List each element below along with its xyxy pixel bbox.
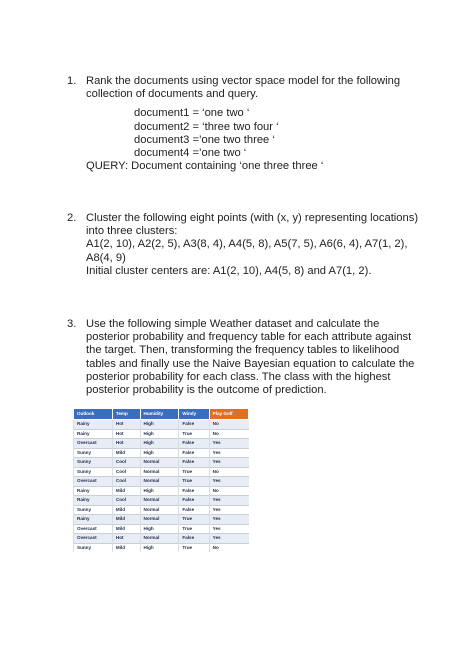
table-cell: Yes	[209, 524, 248, 534]
question-line: tables and finally use the Naive Bayesian equation to calculate the	[86, 357, 415, 370]
table-cell: Sunny	[74, 505, 113, 515]
question-1	[67, 75, 427, 173]
table-cell: Normal	[140, 467, 179, 477]
table-body	[74, 420, 249, 553]
table-cell: High	[140, 420, 179, 430]
table-cell: High	[140, 439, 179, 449]
document-list	[134, 107, 427, 160]
document-item: document4 =’one two ‘	[134, 147, 247, 160]
table-cell: Hot	[112, 420, 140, 430]
table-cell: Mild	[112, 515, 140, 525]
table-header	[74, 409, 249, 420]
table-cell: No	[209, 543, 248, 552]
table-cell: High	[140, 524, 179, 534]
question-body	[86, 318, 427, 397]
table-cell: False	[179, 486, 209, 496]
document-item: document2 = ‘three two four ‘	[134, 120, 279, 133]
question-line: posterior probability is the outcome of prediction.	[86, 384, 327, 397]
table-row	[74, 448, 249, 458]
table-row	[74, 534, 249, 544]
table-cell: Yes	[209, 496, 248, 506]
table-cell: High	[140, 543, 179, 552]
column-header-temp: Temp	[112, 409, 140, 420]
question-line: Rank the documents using vector space model for the following	[86, 75, 401, 87]
table-header-row	[74, 409, 249, 420]
table-row	[74, 477, 249, 487]
document-item: document1 = ‘one two ‘	[134, 107, 250, 120]
question-body	[86, 75, 427, 173]
table-cell: Normal	[140, 534, 179, 544]
question-line: collection of documents and query.	[86, 88, 259, 101]
question-number: 2.	[67, 212, 77, 224]
table-cell: True	[179, 524, 209, 534]
question-line: posterior probability for each class. The class with the highest	[86, 370, 391, 383]
question-3	[67, 318, 427, 397]
table-cell: High	[140, 429, 179, 439]
question-number: 1.	[67, 75, 77, 87]
weather-dataset-table	[73, 408, 249, 552]
table-cell: No	[209, 429, 248, 439]
table-row	[74, 543, 249, 552]
table-cell: True	[179, 467, 209, 477]
question-body	[86, 212, 427, 278]
table-cell: Rainy	[74, 429, 113, 439]
table-cell: True	[179, 515, 209, 525]
table-cell: Normal	[140, 505, 179, 515]
table-cell: High	[140, 448, 179, 458]
table-row	[74, 467, 249, 477]
table-cell: Yes	[209, 439, 248, 449]
table-cell: Cool	[112, 477, 140, 487]
table-cell: False	[179, 448, 209, 458]
table-cell: Yes	[209, 477, 248, 487]
table-cell: Yes	[209, 534, 248, 544]
question-number: 3.	[67, 318, 77, 330]
table-row	[74, 486, 249, 496]
table-cell: Mild	[112, 448, 140, 458]
question-line: A1(2, 10), A2(2, 5), A3(8, 4), A4(5, 8), A5(7, 5), A6(6, 4), A7(1, 2),	[86, 238, 408, 251]
table-cell: Mild	[112, 524, 140, 534]
table-cell: Normal	[140, 458, 179, 468]
table-cell: False	[179, 420, 209, 430]
table-cell: Mild	[112, 486, 140, 496]
document-item: document3 =’one two three ‘	[134, 133, 275, 146]
table-cell: Cool	[112, 458, 140, 468]
table-cell: Rainy	[74, 420, 113, 430]
table-cell: Rainy	[74, 486, 113, 496]
table-row	[74, 420, 249, 430]
question-line: Use the following simple Weather dataset and calculate the	[86, 318, 380, 330]
table-cell: Hot	[112, 439, 140, 449]
table-cell: Sunny	[74, 543, 113, 552]
table-cell: Rainy	[74, 496, 113, 506]
column-header-outlook: Outlook	[74, 409, 113, 420]
question-line: into three clusters:	[86, 225, 178, 238]
column-header-humidity: Humidity	[140, 409, 179, 420]
table-cell: Yes	[209, 515, 248, 525]
table-cell: Mild	[112, 543, 140, 552]
column-header-windy: Windy	[179, 409, 209, 420]
table-cell: Overcast	[74, 524, 113, 534]
table-cell: Cool	[112, 467, 140, 477]
table-row	[74, 505, 249, 515]
table-cell: No	[209, 486, 248, 496]
question-line: the target. Then, transforming the frequency tables to likelihood	[86, 344, 400, 357]
table-cell: Sunny	[74, 458, 113, 468]
table-cell: Cool	[112, 496, 140, 506]
table-cell: True	[179, 477, 209, 487]
table-row	[74, 458, 249, 468]
table-row	[74, 515, 249, 525]
table-cell: Yes	[209, 448, 248, 458]
table-cell: Overcast	[74, 534, 113, 544]
table-cell: True	[179, 543, 209, 552]
table-cell: Normal	[140, 477, 179, 487]
table-cell: False	[179, 505, 209, 515]
table-cell: Mild	[112, 505, 140, 515]
question-2	[67, 212, 427, 278]
table-cell: Normal	[140, 515, 179, 525]
table-cell: Hot	[112, 429, 140, 439]
table-row	[74, 524, 249, 534]
initial-centers: Initial cluster centers are: A1(2, 10), A4(5, 8) and A7(1, 2).	[86, 264, 372, 277]
table-row	[74, 496, 249, 506]
column-header-play-golf: Play Golf	[209, 409, 248, 420]
table-cell: True	[179, 429, 209, 439]
question-line: Cluster the following eight points (with (x, y) representing locations)	[86, 212, 419, 224]
table-cell: Yes	[209, 458, 248, 468]
table-cell: Hot	[112, 534, 140, 544]
table-cell: No	[209, 467, 248, 477]
table-cell: Overcast	[74, 477, 113, 487]
query-text: QUERY: Document containing ‘one three three ‘	[86, 160, 324, 173]
table-cell: Overcast	[74, 439, 113, 449]
table-cell: Normal	[140, 496, 179, 506]
table-row	[74, 429, 249, 439]
table-cell: No	[209, 420, 248, 430]
table-cell: False	[179, 496, 209, 506]
table-row	[74, 439, 249, 449]
table-cell: False	[179, 439, 209, 449]
table-cell: Sunny	[74, 448, 113, 458]
table-cell: False	[179, 458, 209, 468]
table-cell: Yes	[209, 505, 248, 515]
table-cell: False	[179, 534, 209, 544]
table-cell: Sunny	[74, 467, 113, 477]
question-line: A8(4, 9)	[86, 251, 126, 264]
question-line: posterior probability and frequency table for each attribute against	[86, 331, 412, 344]
table-cell: High	[140, 486, 179, 496]
table-cell: Rainy	[74, 515, 113, 525]
